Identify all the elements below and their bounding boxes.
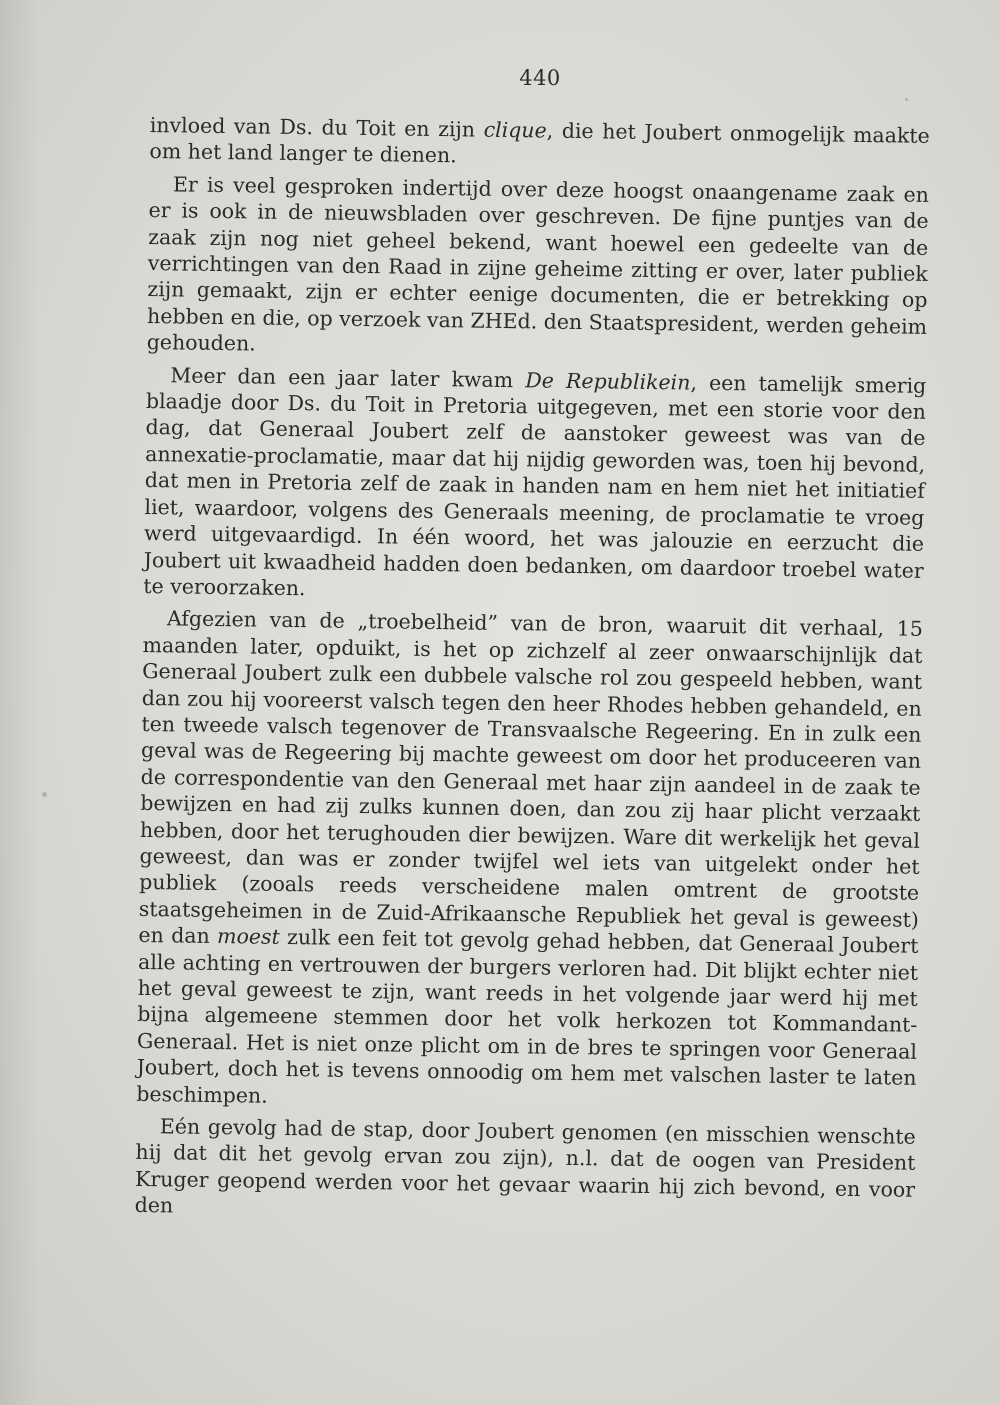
paragraph <box>143 362 926 611</box>
paragraph-text: zulk een feit tot gevolg gehad hebben, dat Generaal Joubert alle achting en vertrouwen der burgers verloren had. Dit blijkt echter niet het geval geweest te zijn, want reeds in het volgende jaar werd hij met bijna algemeene stemmen door het volk herkozen tot Kommandant-Generaal. Het is niet onze plicht om in de bres te springen voor Generaal Joubert, doch het is tevens onnoodig om hem met valschen laster te laten beschimpen. <box>136 925 919 1108</box>
paper-spot <box>42 792 47 797</box>
italic-text: De Republikein <box>525 367 691 395</box>
paragraph-text: invloed van Ds. du Toit en zijn <box>149 112 484 142</box>
paragraph <box>147 171 930 367</box>
italic-text: moest <box>216 924 280 950</box>
paragraph <box>136 605 923 1118</box>
page-edge-shadow <box>0 0 40 1405</box>
paragraph-text: Afgezien van de „troebelheid” van de bron, waaruit dit verhaal, 15 maanden later, opduikt, is het op zichzelf al zeer onwaarschijnlijk dat Generaal Joubert zulk een dubbele valsche rol zou gespeeld hebben, want dan zou hij vooreerst valsch tegen den heer Rhodes hebben gehandeld, en ten tweede valsch tegenover de Transvaalsche Regeering. En in zulk een geval was de Regeering bij machte geweest om door het produceeren van de correspondentie van den Generaal met haar zijn aandeel in de zaak te bewijzen en had zij zulks kunnen doen, dan zou zij haar plicht verzaakt hebben, door het terughouden dier bewijzen. Ware dit werkelijk het geval geweest, dan was er zonder twijfel wel iets van uitgelekt onder het publiek (zooals reeds verscheidene malen omtrent de grootste staatsgeheimen in de Zuid-Afrikaansche Republiek het geval is geweest) en dan <box>138 606 924 949</box>
paragraph-text: , die het Joubert onmogelijk maakte om het land langer te dienen. <box>149 118 930 168</box>
body-text <box>134 112 929 1235</box>
paper-spot <box>905 98 908 101</box>
paragraph <box>135 1113 916 1230</box>
paragraph-text: Er is veel gesproken indertijd over deze hoogst onaangename zaak en er is ook in de nieuwsbladen over geschreven. De fijne puntjes van de zaak zijn nog niet geheel bekend, want hoewel een gedeelte van de verrichtingen van den Raad in zijne geheime zitting er over, later publiek zijn gemaakt, zijn er echter eenige documenten, die er betrekking op hebben en die, op verzoek van ZHEd. den Staatspresident, werden geheim gehouden. <box>146 172 930 356</box>
paragraph-text: Meer dan een jaar later kwam <box>170 362 526 392</box>
page-number: 440 <box>519 66 561 90</box>
italic-text: clique <box>483 117 547 143</box>
paragraph-text: , een tamelijk smerig blaadje door Ds. du Toit in Pretoria uitgegeven, met een storie voor den dag, dat Generaal Joubert zelf de aanstoker geweest was van de annexatie-proclamatie, maar dat hij nijdig geworden was, toen hij bevond, dat men in Pretoria zelf de zaak in handen nam en hem niet het initiatief liet, waardoor, volgens des Generaals meening, de proclamatie te vroeg werd uitgevaardigd. In één woord, het was jalouzie en eerzucht die Joubert uit kwaadheid hadden doen bedanken, om daardoor troebel water te veroorzaken. <box>143 370 927 601</box>
paragraph <box>149 112 930 176</box>
paragraph-text: Eén gevolg had de stap, door Joubert genomen (en misschien wenschte hij dat dit het gevolg ervan zou zijn), n.l. dat de oogen van President Kruger geopend werden voor het gevaar waarin hij zich bevond, en voor den <box>134 1114 916 1218</box>
